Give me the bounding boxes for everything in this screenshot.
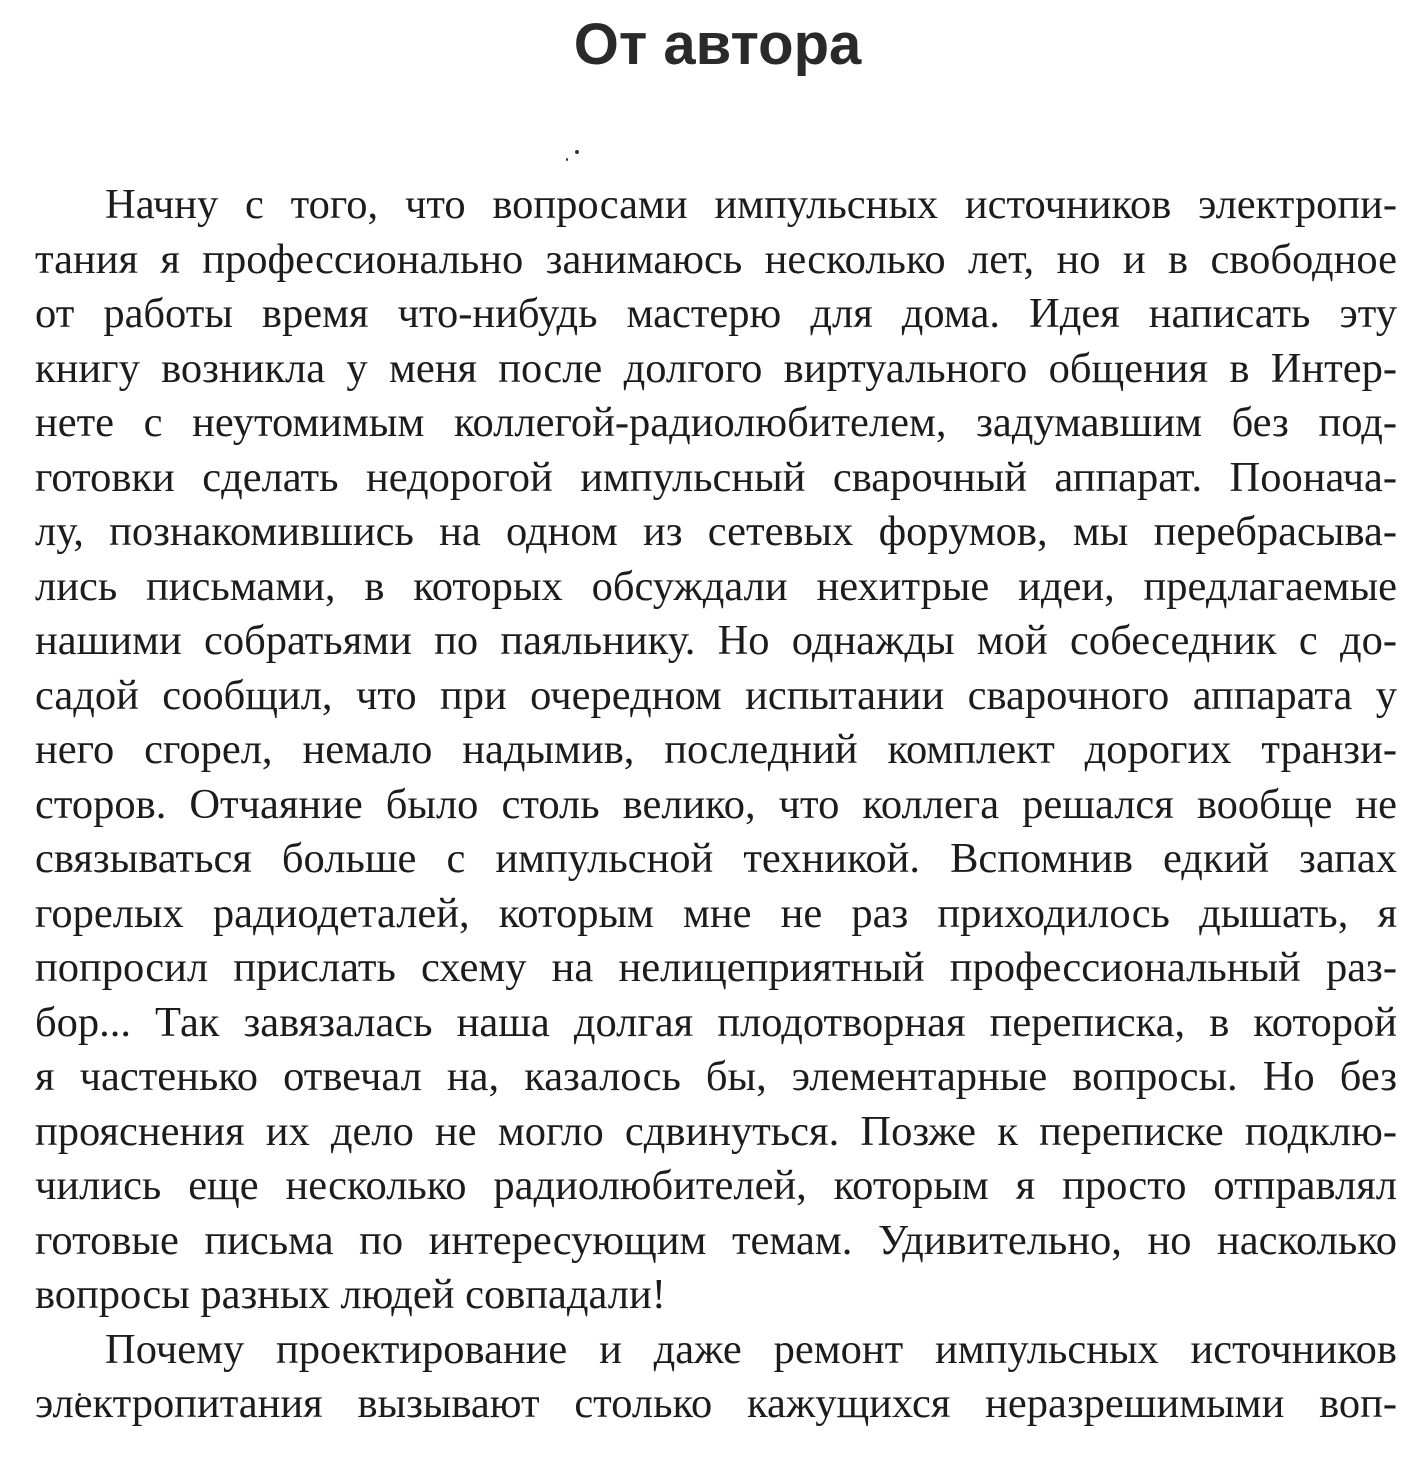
text-line: него сгорел, немало надымив, последний комплект дорогих транзи- [35, 726, 1397, 773]
text-line: готовки сделать недорогой импульсный сварочный аппарат. Поонача- [35, 453, 1397, 501]
text-line: лу, познакомившись на одном из сетевых форумов, мы перебрасыва- [35, 508, 1397, 555]
text-line: связываться больше с импульсной техникой. Вспомнив едкий запах [35, 835, 1397, 882]
text-line: сторов. Отчаяние было столь велико, что коллега решался вообще не [35, 780, 1397, 828]
text-line: прояснения их дело не могло сдвинуться. Позже к переписке подклю- [35, 1107, 1397, 1155]
text-line: тания я профессионально занимаюсь несколько лет, но и в свободное [35, 235, 1397, 283]
text-line: я частенько отвечал на, казалось бы, элементарные вопросы. Но без [35, 1053, 1397, 1100]
text-line: чились еще несколько радиолюбителей, которым я просто отправлял [35, 1162, 1397, 1209]
text-line: Почему проектирование и даже ремонт импульсных источников [105, 1325, 1397, 1373]
paragraph-2 [35, 1323, 1397, 1432]
text-line: нашими собратьями по паяльнику. Но однажды мой собеседник с до- [35, 617, 1397, 664]
print-speck [566, 158, 568, 161]
text-line: садой сообщил, что при очередном испытании сварочного аппарата у [35, 671, 1397, 719]
text-line: книгу возникла у меня после долгого виртуального общения в Интер- [35, 344, 1397, 392]
body-text [35, 178, 1397, 1432]
text-line: от работы время что-нибудь мастерю для дома. Идея написать эту [35, 290, 1397, 337]
page-title: От автора [573, 12, 862, 77]
paragraph-1 [35, 178, 1397, 1323]
text-line: попросил прислать схему на нелицеприятный профессиональный раз- [35, 944, 1397, 991]
text-line: лись письмами, в которых обсуждали нехитрые идеи, предлагаемые [35, 562, 1397, 610]
text-line: нете с неутомимым коллегой-радиолюбителем, задумавшим без под- [35, 399, 1397, 446]
text-line: Начну с того, что вопросами импульсных источников электропи- [105, 181, 1397, 228]
text-line: вопросы разных людей совпадали! [35, 1271, 666, 1318]
print-speck [575, 150, 579, 154]
text-line: готовые письма по интересующим темам. Удивительно, но насколько [35, 1216, 1397, 1264]
text-line: электропитания вызывают столько кажущихся неразрешимыми воп- [35, 1380, 1397, 1427]
text-line: горелых радиодеталей, которым мне не раз приходилось дышать, я [35, 889, 1397, 937]
text-line: бор... Так завязалась наша долгая плодотворная переписка, в которой [35, 998, 1397, 1046]
